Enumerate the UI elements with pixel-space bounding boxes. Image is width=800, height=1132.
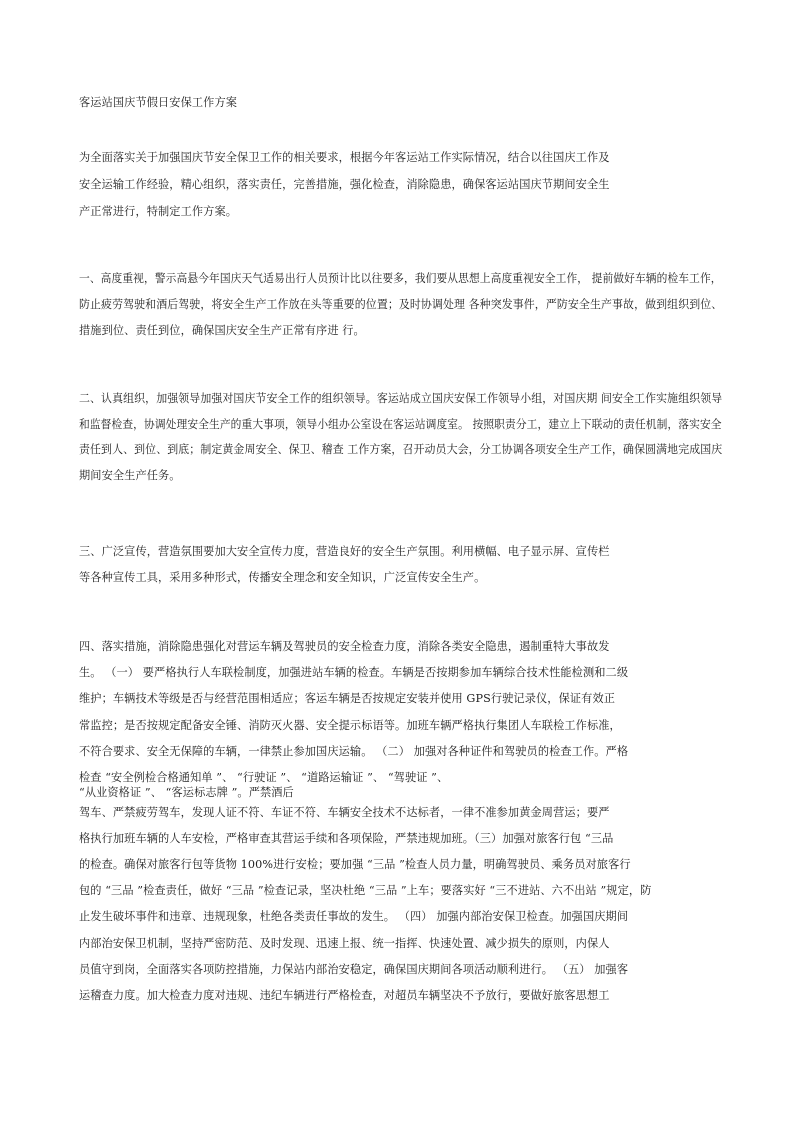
section4-line: 格执行加班车辆的人车安检，严格审查其营运手续和各项保险，严禁违规加班。（三）加强对旅客行包 “三品 [79, 832, 614, 845]
section2-line: 二、认真组织，加强领导加强对国庆节安全工作的组织领导。客运站成立国庆安保工作领导小组，对国庆期 间安全工作实施组织领导 [79, 392, 723, 405]
intro-line: 安全运输工作经验，精心组织，落实责任，完善措施，强化检查，消除隐患，确保客运站国庆节期间安全生 [79, 178, 610, 191]
section4-line: 员值守到岗，全面落实各项防控措施，力保站内部治安稳定，确保国庆期间各项活动顺利进行。 （五） 加强客 [79, 963, 629, 976]
section4-line: 检查 “安全例检合格通知单 ”、 “行驶证 ”、 “道路运输证 ”、 “驾驶证 ”、 [79, 771, 449, 784]
section1-line: 防止疲劳驾驶和酒后驾驶，将安全生产工作放在头等重要的位置；及时协调处理 各种突发事件，严防安全生产事故，做到组织到位、 [79, 298, 723, 311]
section2-line: 和监督检查，协调处理安全生产的重大事项，领导小组办公室设在客运站调度室。 按照职责分工，建立上下联动的责任机制，落实安全 [79, 418, 722, 431]
section4-line: 生。 （一） 要严格执行人车联检制度，加强进站车辆的检查。车辆是否按期参加车辆综合技术性能检测和二级 [79, 666, 629, 679]
section4-line: 不符合要求、安全无保障的车辆，一律禁止参加国庆运输。 （二） 加强对各种证件和驾驶员的检查工作。严格 [79, 745, 629, 758]
intro-line: 为全面落实关于加强国庆节安全保卫工作的相关要求，根据今年客运站工作实际情况，结合以往国庆工作及 [79, 151, 610, 164]
section4-line: 常监控；是否按规定配备安全锤、消防灭火器、安全提示标语等。加班车辆严格执行集团人车联检工作标准， [79, 719, 621, 732]
section1-line: 措施到位、责任到位，确保国庆安全生产正常有序进 行。 [79, 324, 365, 337]
section4-line: “从业资格证 ”、 “客运标志牌 ”。严禁酒后 [79, 786, 294, 799]
section4-line: 止发生破坏事件和违章、违规现象，杜绝各类责任事故的发生。 （四） 加强内部治安保卫检查。加强国庆期间 [79, 910, 629, 923]
section1-line: 一、高度重视，警示高悬今年国庆天气适易出行人员预计比以往要多，我们要从思想上高度重视安全工作， 提前做好车辆的检车工作， [79, 272, 722, 285]
section4-line: 维护；车辆技术等级是否与经营范围相适应；客运车辆是否按规定安装并使用 GPS行驶记录仪，保证有效正 [79, 692, 616, 705]
section2-line: 期间安全生产任务。 [79, 469, 181, 482]
section4-line: 驾车、严禁疲劳驾车，发现人证不符、车证不符、车辆安全技术不达标者，一律不准参加黄金周营运；要严 [79, 806, 610, 819]
section4-line: 的检查。确保对旅客行包等货物 100%进行安检；要加强 “三品 ”检查人员力量，明确驾驶员、乘务员对旅客行 [79, 858, 631, 871]
document-title: 客运站国庆节假日安保工作方案 [79, 96, 238, 109]
intro-line: 产正常进行，特制定工作方案。 [79, 205, 238, 218]
section4-line: 四、落实措施，消除隐患强化对营运车辆及驾驶员的安全检查力度，消除各类安全隐患，遏制重特大事故发 [79, 640, 610, 653]
section3-line: 等各种宣传工具，采用多种形式，传播安全理念和安全知识，广泛宣传安全生产。 [79, 571, 486, 584]
section4-line: 内部治安保卫机制，坚持严密防范、及时发现、迅速上报、统一指挥、快速处置、减少损失的原则，内保人 [79, 937, 610, 950]
section3-line: 三、广泛宣传，营造氛围要加大安全宣传力度，营造良好的安全生产氛围。利用横幅、电子显示屏、宣传栏 [79, 545, 610, 558]
section4-line: 包的 “三品 ”检查责任，做好 “三品 ”检查记录，坚决杜绝 “三品 ”上车；要落实好 “三不进站、六不出站 ”规定，防 [79, 884, 652, 897]
section2-line: 责任到人、到位、到底；制定黄金周安全、保卫、稽查 工作方案，召开动员大会，分工协调各项安全生产工作，确保圆满地完成国庆 [79, 443, 723, 456]
section4-line: 运稽查力度。加大检查力度对违规、违纪车辆进行严格检查，对超员车辆坚决不予放行，要做好旅客思想工 [79, 989, 610, 1002]
